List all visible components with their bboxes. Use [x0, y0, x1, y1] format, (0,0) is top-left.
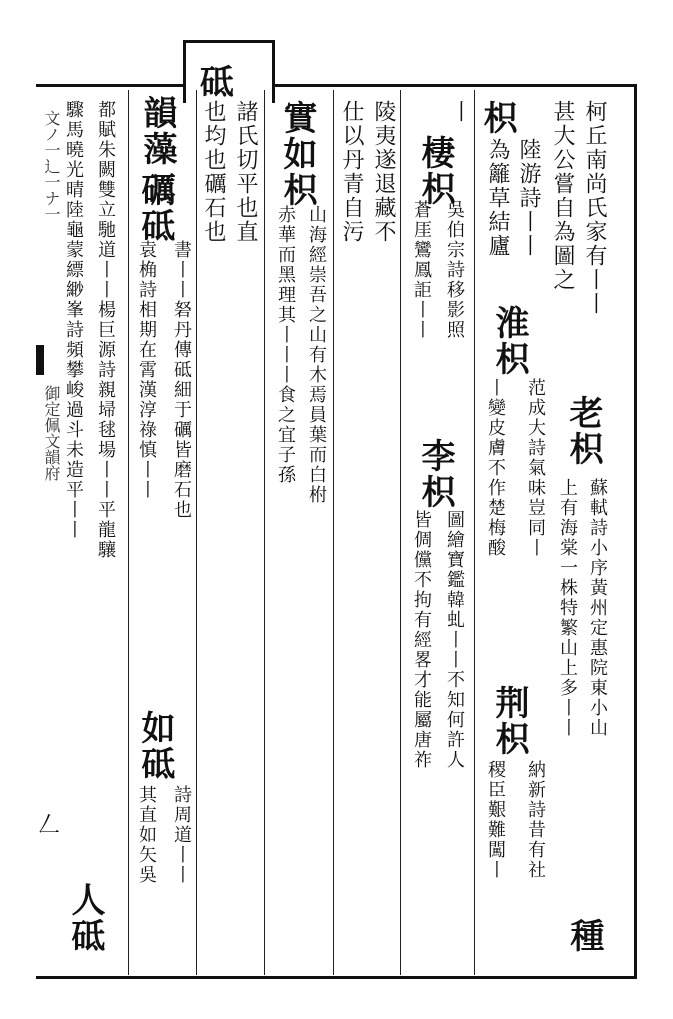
edge-strip-top: 文ノ一辶一ナ一 [42, 110, 61, 222]
text-column: 仕以丹青自污 [339, 100, 364, 244]
text-column: 也均也礪石也 [201, 100, 226, 244]
headword: 枳 [477, 100, 517, 136]
text-column: 范成大詩氣味豈同丨 [525, 378, 546, 558]
text-column: 圖繪寶鑑韓虬丨丨不知何許人 [444, 510, 465, 770]
text-column: 甚大公嘗自為圖之 [550, 100, 575, 292]
frame-right [634, 84, 637, 979]
frame-top-right [266, 84, 637, 87]
headword: 荆枳 [489, 685, 529, 757]
text-column: 蒼厓鸞鳳詎丨丨 [411, 200, 432, 340]
headword: 種 [564, 918, 604, 954]
text-column: 書丨丨砮丹傳砥細于礪皆磨石也 [171, 240, 192, 520]
text-column: 丨 [447, 100, 472, 124]
text-column: 陵夷遂退藏不 [371, 100, 396, 244]
headword: 人砥 [65, 882, 105, 954]
column-rule [264, 90, 265, 975]
text-column: 陸游詩丨丨 [516, 138, 541, 258]
headword: 礪砥 [135, 172, 175, 244]
headword: 老枳 [563, 395, 603, 467]
text-column: 驟馬曉光晴陸龜蒙縹緲峯詩頻攀峻過斗未造平丨丨 [63, 100, 84, 540]
column-rule [333, 90, 334, 975]
text-column: 詩周道丨丨 [171, 785, 192, 885]
text-column: 吳伯宗詩移影照 [444, 200, 465, 340]
text-column: 其直如矢吳 [136, 785, 157, 885]
text-column: 山海經崇吾之山有木焉員葉而白柎 [306, 205, 327, 505]
text-column: 為籬草結廬 [485, 138, 510, 258]
text-column: 蘇軾詩小序黃州定惠院東小山 [587, 478, 608, 738]
text-column: 丨變皮膚不作楚梅酸 [485, 378, 506, 558]
text-column: 袁桷詩相期在霄漢淳祿慎丨丨 [136, 240, 157, 500]
section-heading: 韻藻 [137, 95, 177, 167]
column-rule [474, 90, 475, 975]
column-rule [400, 90, 401, 975]
text-column: 納新詩昔有社 [525, 760, 546, 880]
frame-bottom [36, 976, 637, 979]
text-column: 稷臣艱難闖丨 [485, 760, 506, 880]
headword: 李枳 [415, 438, 455, 510]
text-column: 皆倜儻不拘有經畧才能屬唐祚 [411, 510, 432, 770]
column-rule [128, 90, 129, 975]
headword: 如砥 [135, 710, 175, 782]
tab-headword: 砥 [200, 63, 234, 103]
edge-book-title: 御定佩文韻府 [42, 385, 61, 481]
text-column: 上有海棠一株特繁山上多丨丨 [557, 478, 578, 738]
frame-top-left [36, 84, 186, 87]
text-column: 赤華而黑理其丨丨丨食之宜子孫 [275, 205, 296, 485]
column-rule [196, 90, 197, 975]
headword: 淮枳 [489, 305, 529, 377]
headword: 棲枳 [415, 135, 455, 207]
seal-mark [36, 345, 44, 375]
text-column: 都賦朱闕雙立馳道丨丨楊巨源詩親埽毬場丨丨平龍驤 [95, 100, 116, 560]
text-column: 諸氏切平也直 [233, 100, 258, 244]
headword: 實如枳 [277, 100, 317, 208]
page-number: 𠃋 [38, 813, 61, 838]
text-column: 柯丘南尚氏家有丨丨 [582, 100, 607, 316]
